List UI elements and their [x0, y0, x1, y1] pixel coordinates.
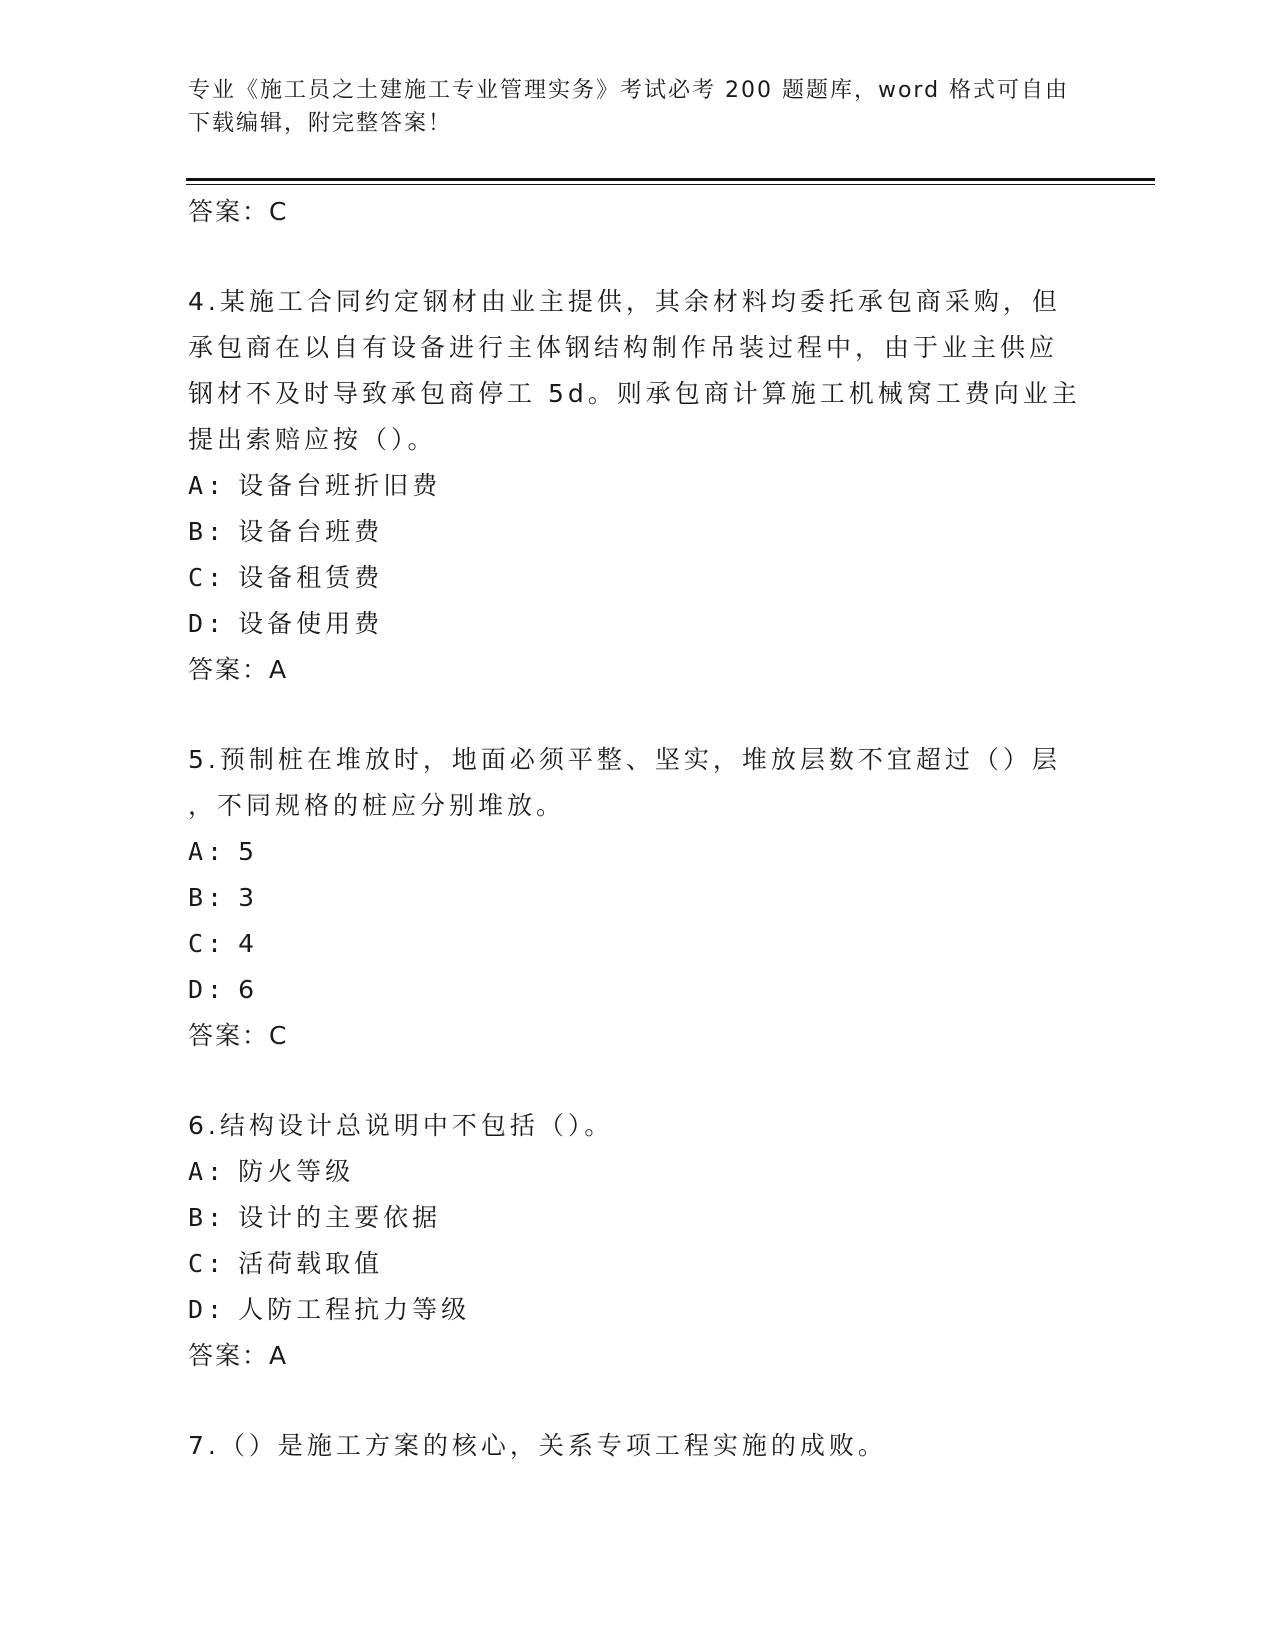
- question-4-stem: [188, 279, 1088, 463]
- header-title-line-1: 专业《施工员之土建施工专业管理实务》考试必考 200 题题库，word 格式可自由: [188, 78, 1070, 103]
- question-4-option-d: D: 设备使用费: [188, 609, 384, 638]
- question-7: [188, 1423, 1088, 1469]
- document-header: [188, 74, 1088, 140]
- stem-line: ，不同规格的桩应分别堆放。: [188, 791, 566, 820]
- question-6-stem: [188, 1103, 1088, 1149]
- question-4-answer: 答案：A: [188, 655, 289, 684]
- question-6-option-d: D: 人防工程抗力等级: [188, 1295, 471, 1324]
- question-5-option-a: A: 5: [188, 837, 258, 866]
- question-6-option-a: A: 防火等级: [188, 1157, 355, 1186]
- stem-line: 7.（）是施工方案的核心，关系专项工程实施的成败。: [188, 1431, 887, 1460]
- stem-line: 4.某施工合同约定钢材由业主提供，其余材料均委托承包商采购，但: [188, 287, 1061, 316]
- question-5: [188, 737, 1088, 1059]
- question-5-option-c: C: 4: [188, 929, 258, 958]
- question-4-option-b: B: 设备台班费: [188, 517, 384, 546]
- stem-line: 承包商在以自有设备进行主体钢结构制作吊装过程中，由于业主供应: [188, 333, 1059, 362]
- stem-line: 5.预制桩在堆放时，地面必须平整、坚实，堆放层数不宜超过（）层: [188, 745, 1061, 774]
- previous-question-answer: 答案：C: [188, 197, 289, 226]
- question-5-option-b: B: 3: [188, 883, 258, 912]
- question-5-stem: [188, 737, 1088, 829]
- question-6: [188, 1103, 1088, 1379]
- stem-line: 钢材不及时导致承包商停工 5d。则承包商计算施工机械窝工费向业主: [188, 379, 1081, 408]
- question-4: [188, 279, 1088, 693]
- question-4-option-a: A: 设备台班折旧费: [188, 471, 442, 500]
- question-5-answer: 答案：C: [188, 1021, 289, 1050]
- header-rule-thin: [186, 184, 1155, 185]
- header-title-line-2: 下载编辑，附完整答案！: [188, 111, 453, 136]
- question-6-option-b: B: 设计的主要依据: [188, 1203, 442, 1232]
- stem-line: 6.结构设计总说明中不包括（）。: [188, 1111, 614, 1140]
- stem-line: 提出索赔应按（）。: [188, 425, 437, 454]
- header-rule-thick: [186, 178, 1155, 181]
- question-7-stem: [188, 1423, 1088, 1469]
- question-content: [188, 189, 1088, 1469]
- question-5-option-d: D: 6: [188, 975, 258, 1004]
- question-4-option-c: C: 设备租赁费: [188, 563, 384, 592]
- question-6-option-c: C: 活荷载取值: [188, 1249, 384, 1278]
- question-6-answer: 答案：A: [188, 1341, 289, 1370]
